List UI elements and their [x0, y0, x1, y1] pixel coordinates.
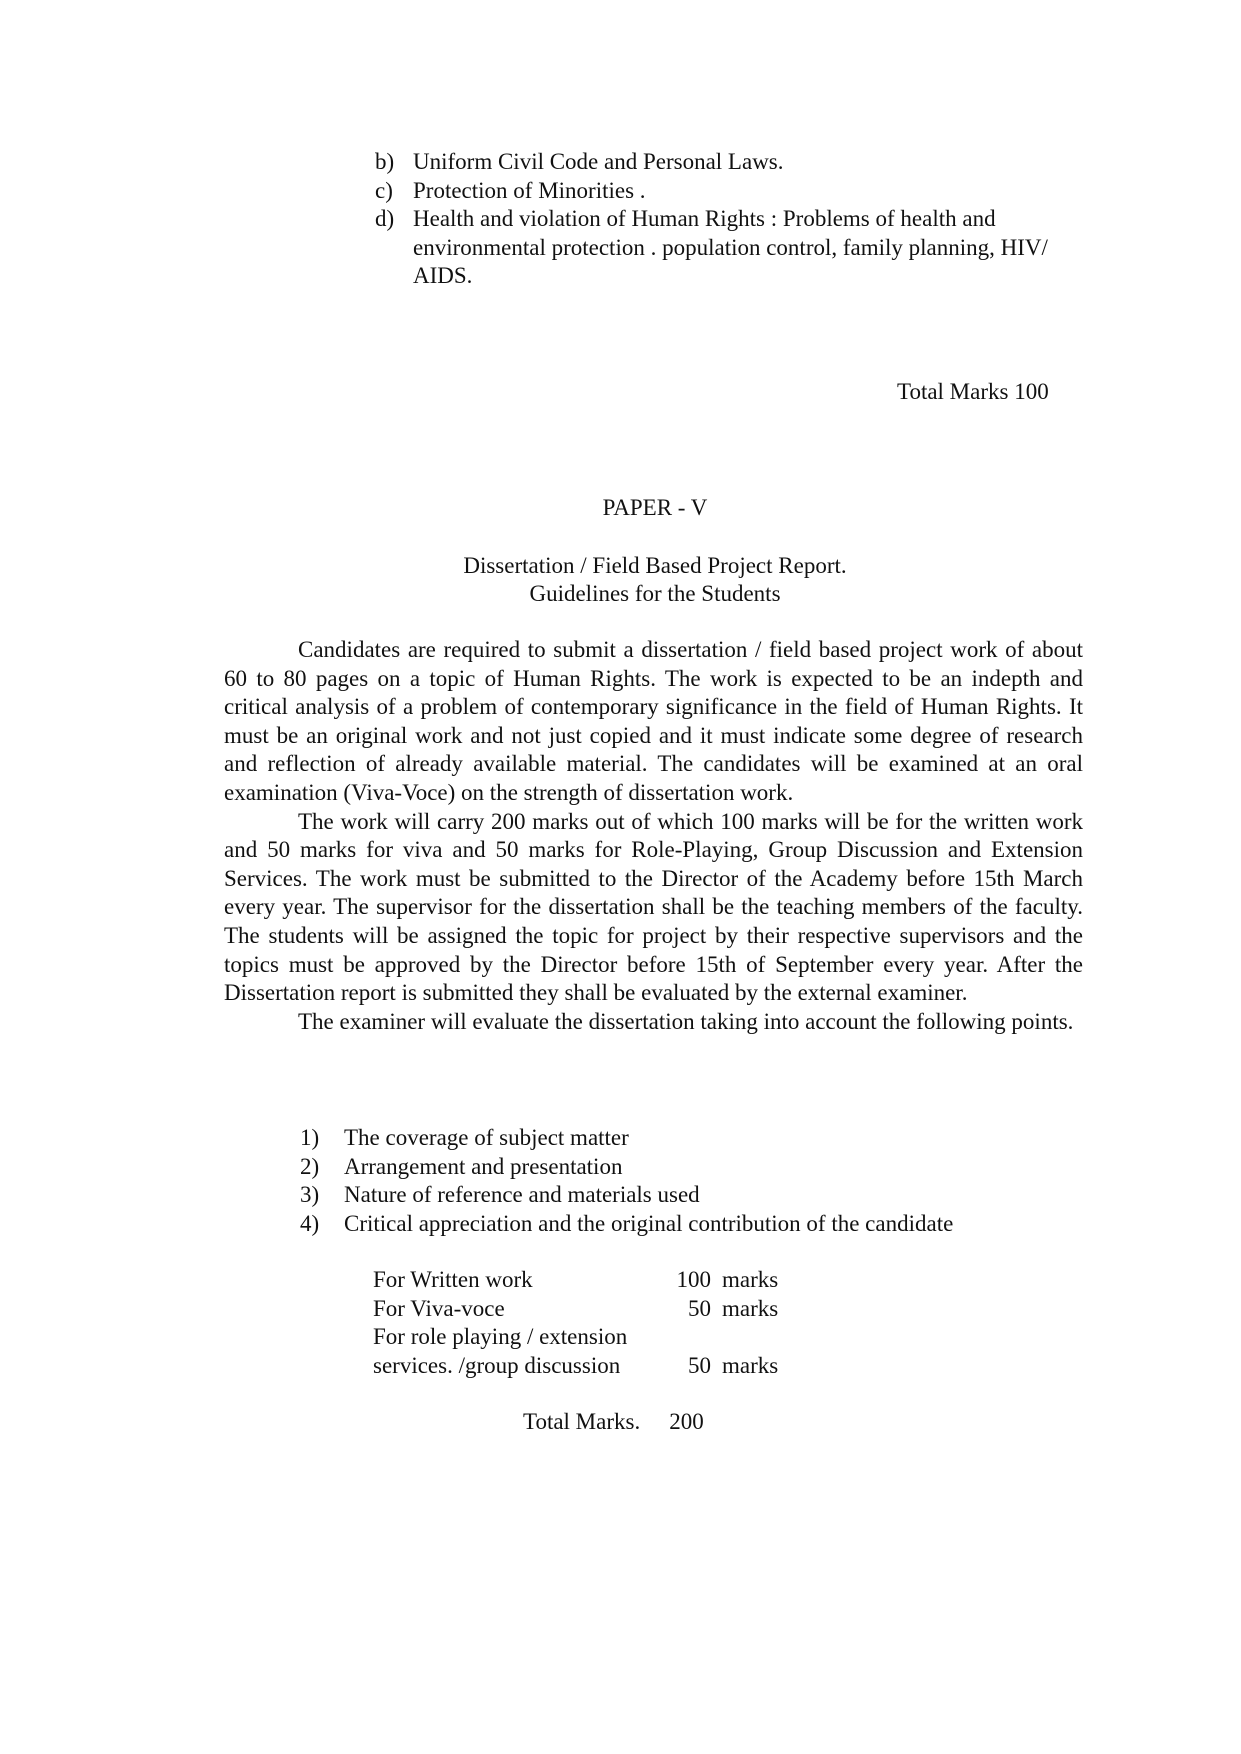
list-item — [375, 205, 1075, 291]
marks-table — [373, 1266, 778, 1380]
paragraph: Candidates are required to submit a dissertation / field based project work of about 60 to 80 pages on a topic of Human Rights. The work is expected to be an indepth and critical analysis of a problem of contemporary significance in the field of Human Rights. It must be an original work and not just copied and it must indicate some degree of research and reflection of already available material. The candidates will be examined at an oral examination (Viva-Voce) on the strength of dissertation work. — [224, 637, 1083, 805]
criteria-text: Arrangement and presentation — [344, 1153, 623, 1179]
total-label: Total Marks. — [523, 1409, 641, 1434]
list-item-text: Protection of Minorities . — [413, 177, 646, 203]
table-row — [373, 1352, 778, 1381]
table-row — [373, 1295, 778, 1324]
criteria-text: The coverage of subject matter — [344, 1125, 629, 1150]
list-item-text: Uniform Civil Code and Personal Laws. — [413, 149, 784, 174]
criteria-number: 3) — [300, 1182, 320, 1208]
marks-value: 100 — [676, 1267, 711, 1292]
marks-desc: For Viva-voce — [373, 1295, 505, 1321]
criteria-item — [300, 1153, 953, 1182]
subtitle-line-1: Dissertation / Field Based Project Report. — [463, 553, 847, 578]
table-row — [373, 1266, 778, 1295]
total-marks-bottom — [523, 1408, 704, 1437]
table-row — [373, 1323, 778, 1352]
marks-desc: For role playing / extension — [373, 1324, 628, 1350]
list-item — [375, 148, 1075, 177]
top-list — [375, 148, 1075, 291]
total-marks-top: Total Marks 100 — [897, 379, 1049, 404]
total-value: 200 — [669, 1409, 704, 1434]
marks-desc: services. /group discussion — [373, 1352, 621, 1378]
criteria-text: Critical appreciation and the original contribution of the candidate — [344, 1210, 954, 1236]
marks-desc: For Written work — [373, 1267, 533, 1292]
list-item-label: d) — [375, 206, 395, 232]
paper-title: PAPER - V — [602, 495, 708, 520]
paragraph: The work will carry 200 marks out of which 100 marks will be for the written work and 50 marks for viva and 50 marks for Role-Playing, Group Discussion and Extension Services. The work must be submitted to the Director of the Academy before 15th March every year. The supervisor for the dissertation shall be the teaching members of the faculty. The students will be assigned the topic for project by their respective supervisors and the topics must be approved by the Director before 15th of September every year. After the Dissertation report is submitted they shall be evaluated by the external examiner. — [224, 808, 1083, 1006]
list-item-text: Health and violation of Human Rights : Problems of health and environmental protection . population control, family planning, HIV/ AIDS. — [413, 206, 1048, 289]
paragraph: The examiner will evaluate the dissertation taking into account the following points. — [298, 1008, 1074, 1034]
subtitle-line-2: Guidelines for the Students — [529, 581, 781, 606]
criteria-item — [300, 1124, 953, 1153]
criteria-text: Nature of reference and materials used — [344, 1182, 700, 1208]
marks-value: 50 — [688, 1295, 711, 1321]
criteria-number: 1) — [300, 1125, 320, 1150]
criteria-number: 2) — [300, 1153, 320, 1179]
marks-unit: marks — [722, 1295, 779, 1321]
marks-value: 50 — [688, 1352, 711, 1378]
criteria-item — [300, 1210, 953, 1239]
guidelines-body — [224, 636, 1083, 1036]
list-item-label: b) — [375, 149, 395, 174]
criteria-list — [300, 1124, 953, 1238]
criteria-number: 4) — [300, 1210, 320, 1236]
list-item-label: c) — [375, 177, 393, 203]
list-item — [375, 177, 1075, 206]
criteria-item — [300, 1181, 953, 1210]
marks-unit: marks — [722, 1267, 779, 1292]
marks-unit: marks — [722, 1352, 779, 1378]
